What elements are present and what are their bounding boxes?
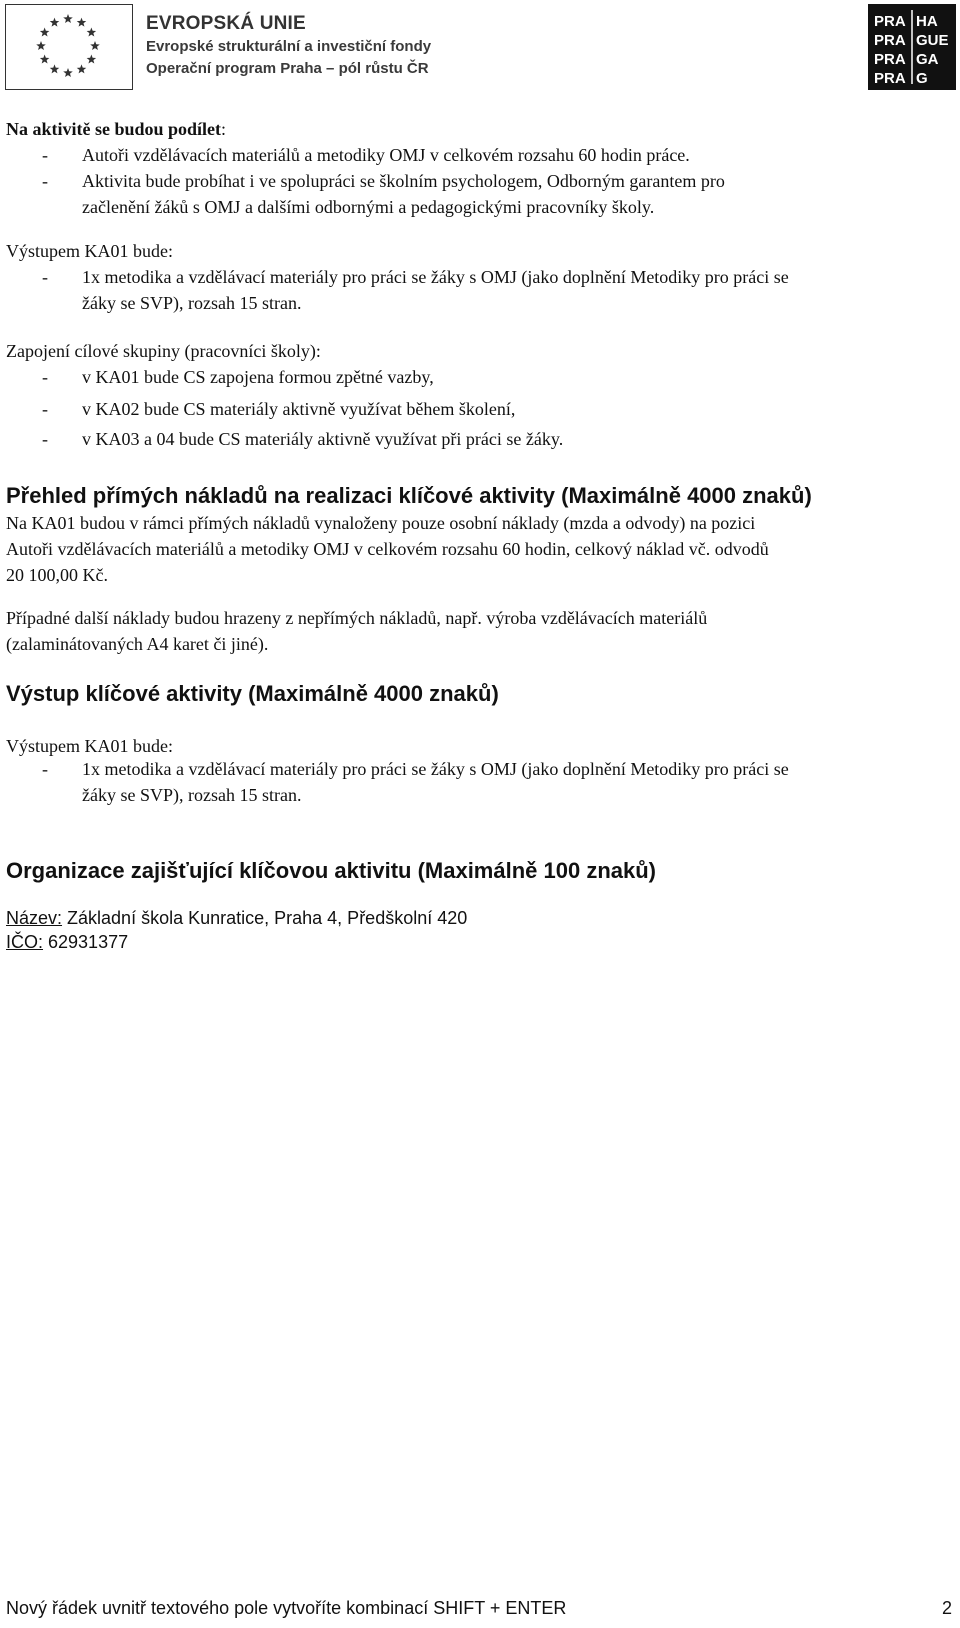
participants-item-2: Aktivita bude probíhat i ve spolupráci se školním psychologem, Odborným garantem pro bbox=[82, 171, 725, 191]
praha-logo bbox=[868, 4, 956, 90]
eu-stars-icon bbox=[6, 5, 131, 88]
list-dash: - bbox=[42, 267, 48, 287]
eu-star-icon bbox=[50, 64, 60, 73]
eu-title: EVROPSKÁ UNIE bbox=[146, 13, 306, 34]
costs-para2-line1: Případné další náklady budou hrazeny z nepřímých nákladů, např. výroba vzdělávacích materiálů bbox=[6, 608, 708, 628]
output1-heading: Výstupem KA01 bude: bbox=[6, 241, 173, 261]
eu-star-icon bbox=[40, 28, 50, 37]
target-group-item-1: v KA01 bude CS zapojena formou zpětné vazby, bbox=[82, 367, 434, 387]
participants-heading: Na aktivitě se budou podílet bbox=[6, 119, 222, 139]
praha-logo-row2-left: PRA bbox=[874, 32, 906, 49]
eu-star-icon bbox=[40, 55, 50, 64]
eu-star-icon bbox=[63, 14, 73, 23]
organization-ico-line bbox=[6, 930, 128, 954]
organization-name-label: Název: bbox=[6, 908, 63, 928]
eu-flag-logo bbox=[5, 4, 133, 90]
praha-logo-row3-left: PRA bbox=[874, 51, 906, 68]
costs-para1-line3: 20 100,00 Kč. bbox=[6, 565, 108, 585]
list-dash: - bbox=[42, 429, 48, 449]
output-section-item-line1: 1x metodika a vzdělávací materiály pro práci se žáky s OMJ (jako doplnění Metodiky pro práci se bbox=[82, 759, 789, 779]
participants-item-1: Autoři vzdělávacích materiálů a metodiky OMJ v celkovém rozsahu 60 hodin práce. bbox=[82, 145, 690, 165]
organization-heading: Organizace zajišťující klíčovou aktivitu (Maximálně 100 znaků) bbox=[6, 858, 656, 883]
participants-heading-line bbox=[6, 116, 226, 142]
praha-logo-row2-right: GUE bbox=[916, 32, 949, 49]
list-dash: - bbox=[42, 367, 48, 387]
output1-item-line2: žáky se SVP), rozsah 15 stran. bbox=[82, 293, 302, 313]
output-section-sub: Výstupem KA01 bude: bbox=[6, 736, 173, 756]
praha-logo-row4-right: G bbox=[916, 70, 928, 87]
costs-para1-line2: Autoři vzdělávacích materiálů a metodiky OMJ v celkovém rozsahu 60 hodin, celkový náklad vč. odvodů bbox=[6, 539, 769, 559]
praha-logo-row1-left: PRA bbox=[874, 13, 906, 30]
list-dash: - bbox=[42, 145, 48, 165]
participants-item-2-cont: začlenění žáků s OMJ a dalšími odbornými a pedagogickými pracovníky školy. bbox=[82, 197, 655, 217]
eu-star-icon bbox=[36, 41, 46, 50]
eu-star-icon bbox=[87, 55, 97, 64]
list-dash: - bbox=[42, 399, 48, 419]
eu-star-icon bbox=[77, 64, 87, 73]
list-dash: - bbox=[42, 759, 48, 779]
target-group-item-2: v KA02 bude CS materiály aktivně využívat během školení, bbox=[82, 399, 516, 419]
eu-program: Operační program Praha – pól růstu ČR bbox=[146, 60, 429, 77]
eu-star-icon bbox=[63, 68, 73, 77]
output1-item-line1: 1x metodika a vzdělávací materiály pro práci se žáky s OMJ (jako doplnění Metodiky pro práci se bbox=[82, 267, 789, 287]
page-number: 2 bbox=[941, 1598, 952, 1618]
target-group-heading: Zapojení cílové skupiny (pracovníci školy): bbox=[6, 341, 321, 361]
costs-para2-line2: (zalaminátovaných A4 karet či jiné). bbox=[6, 634, 269, 654]
eu-logo-text bbox=[146, 12, 431, 80]
praha-logo-graphic bbox=[868, 4, 956, 90]
eu-star-icon bbox=[50, 18, 60, 27]
eu-subtitle: Evropské strukturální a investiční fondy bbox=[146, 38, 432, 55]
costs-para1-line1: Na KA01 budou v rámci přímých nákladů vynaloženy pouze osobní náklady (mzda a odvody) na pozici bbox=[6, 513, 756, 533]
eu-star-icon bbox=[77, 18, 87, 27]
organization-name-value: Základní škola Kunratice, Praha 4, Předškolní 420 bbox=[62, 908, 468, 928]
praha-logo-row3-right: GA bbox=[916, 51, 939, 68]
praha-logo-row4-left: PRA bbox=[874, 70, 906, 87]
participants-heading-colon: : bbox=[221, 119, 227, 139]
list-dash: - bbox=[42, 171, 48, 191]
organization-ico-label: IČO: bbox=[6, 932, 44, 952]
costs-heading: Přehled přímých nákladů na realizaci klíčové aktivity (Maximálně 4000 znaků) bbox=[6, 483, 812, 508]
eu-star-icon bbox=[90, 41, 100, 50]
organization-ico-value: 62931377 bbox=[43, 932, 129, 952]
target-group-item-3: v KA03 a 04 bude CS materiály aktivně využívat při práci se žáky. bbox=[82, 429, 564, 449]
output-section-heading: Výstup klíčové aktivity (Maximálně 4000 znaků) bbox=[6, 681, 499, 706]
organization-name-line bbox=[6, 906, 467, 930]
praha-logo-row1-right: HA bbox=[916, 13, 938, 30]
output-section-item-line2: žáky se SVP), rozsah 15 stran. bbox=[82, 785, 302, 805]
footer-note: Nový řádek uvnitř textového pole vytvoříte kombinací SHIFT + ENTER bbox=[6, 1598, 567, 1618]
eu-star-icon bbox=[87, 28, 97, 37]
